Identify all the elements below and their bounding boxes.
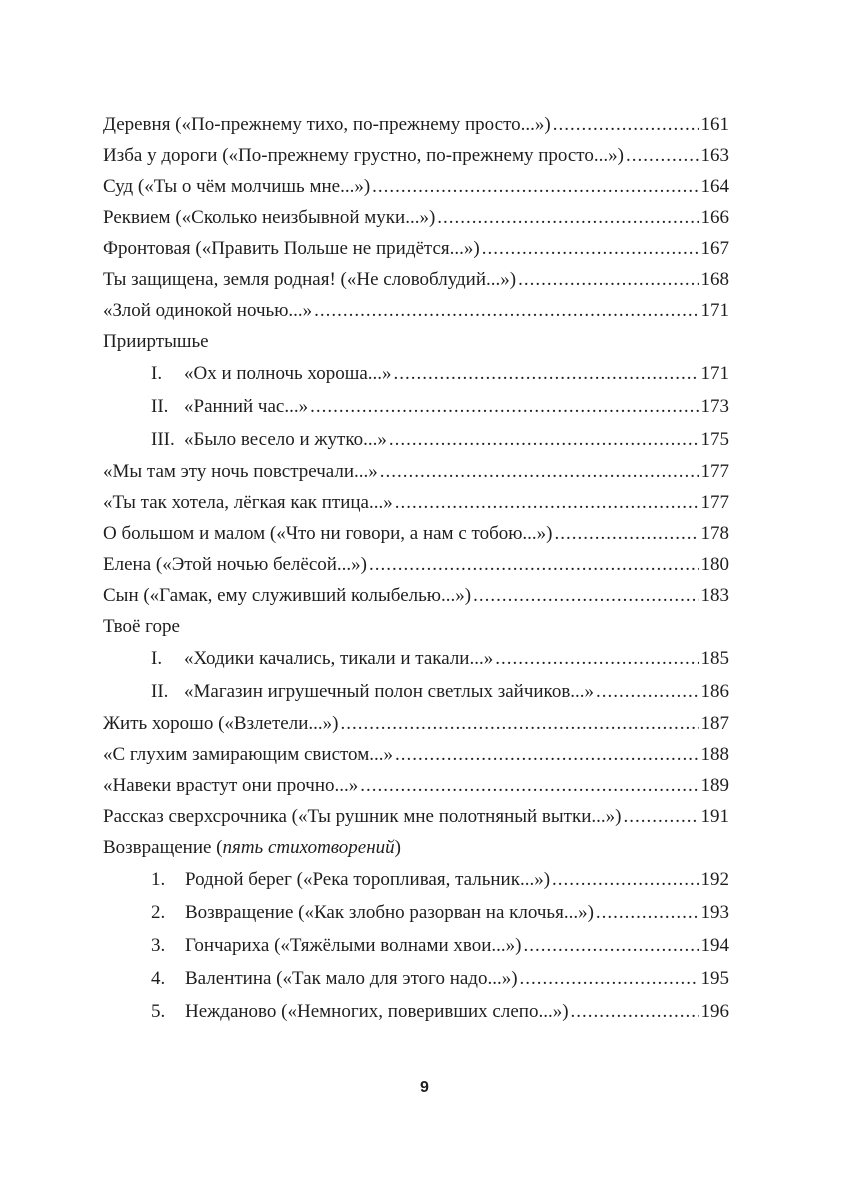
toc-entry — [103, 109, 729, 140]
entry-title: Валентина («Так мало для этого надо...») — [185, 968, 518, 989]
table-of-contents — [103, 109, 729, 1028]
toc-entry — [103, 140, 729, 171]
entry-marker: 4. — [151, 968, 166, 989]
toc-subentry — [103, 642, 729, 675]
entry-marker: II. — [151, 681, 169, 702]
toc-entry — [103, 295, 729, 326]
entry-page: 195 — [700, 968, 729, 989]
dot-leader — [553, 109, 699, 140]
entry-page: 187 — [700, 713, 729, 734]
entry-marker: 2. — [151, 902, 166, 923]
toc-entry — [103, 770, 729, 801]
entry-page: 191 — [700, 806, 729, 827]
toc-subentry — [103, 896, 729, 929]
entry-title: «Навеки врастут они прочно...» — [103, 775, 359, 796]
section-heading-italic: пять стихотворений — [222, 837, 395, 858]
entry-title: «Ох и полночь хороша...» — [184, 363, 392, 384]
page-number: 9 — [420, 1079, 429, 1096]
entry-page: 180 — [700, 554, 729, 575]
entry-title: Нежданово («Немногих, поверивших слепо...») — [185, 1001, 569, 1022]
entry-page: 183 — [700, 585, 729, 606]
entry-title: Ты защищена, земля родная! («Не словоблудий...») — [103, 269, 517, 290]
entry-page: 168 — [700, 269, 729, 290]
entry-title: Родной берег («Река торопливая, тальник...») — [185, 869, 551, 890]
dot-leader — [340, 708, 698, 739]
toc-entry — [103, 518, 729, 549]
section-heading-text: Возвращение ( — [103, 837, 223, 858]
entry-marker: I. — [151, 648, 163, 669]
dot-leader — [495, 642, 698, 675]
dot-leader — [482, 233, 699, 264]
entry-title: «Магазин игрушечный полон светлых зайчиков...» — [184, 681, 595, 702]
entry-title: Гончариха («Тяжёлыми волнами хвои...») — [185, 935, 522, 956]
dot-leader — [314, 295, 698, 326]
entry-title: О большом и малом («Что ни говори, а нам с тобою...») — [103, 523, 553, 544]
entry-marker: 3. — [151, 935, 166, 956]
entry-marker: I. — [151, 363, 163, 384]
toc-entry — [103, 233, 729, 264]
entry-marker: 1. — [151, 869, 166, 890]
entry-page: 163 — [700, 145, 729, 166]
entry-page: 164 — [700, 176, 729, 197]
entry-page: 173 — [700, 396, 729, 417]
entry-page: 171 — [700, 300, 729, 321]
entry-title: Жить хорошо («Взлетели...») — [103, 713, 339, 734]
toc-subentry — [103, 675, 729, 708]
section-heading: Твоё горе — [103, 616, 180, 637]
entry-page: 186 — [700, 681, 729, 702]
entry-title: «Было весело и жутко...» — [184, 429, 387, 450]
entry-title: Фронтовая («Править Польше не придётся...») — [103, 238, 480, 259]
entry-page: 167 — [700, 238, 729, 259]
toc-entry — [103, 801, 729, 832]
dot-leader — [571, 995, 699, 1028]
toc-subentry — [103, 863, 729, 896]
entry-page: 193 — [700, 902, 729, 923]
dot-leader — [596, 896, 699, 929]
toc-entry — [103, 456, 729, 487]
entry-title: Возвращение («Как злобно разорван на клочья...») — [185, 902, 594, 923]
toc-subentry — [103, 390, 729, 423]
entry-page: 188 — [700, 744, 729, 765]
entry-title: «Ранний час...» — [184, 396, 309, 417]
dot-leader — [626, 140, 699, 171]
entry-page: 178 — [700, 523, 729, 544]
entry-page: 171 — [700, 363, 729, 384]
entry-title: «Мы там эту ночь повстречали...» — [103, 461, 378, 482]
toc-subentry — [103, 929, 729, 962]
entry-marker: II. — [151, 396, 169, 417]
entry-title: Изба у дороги («По-прежнему грустно, по-прежнему просто...») — [103, 145, 624, 166]
dot-leader — [523, 929, 698, 962]
entry-page: 189 — [700, 775, 729, 796]
entry-page: 196 — [700, 1001, 729, 1022]
dot-leader — [555, 518, 699, 549]
entry-title: Сын («Гамак, ему служивший колыбелью...») — [103, 585, 472, 606]
section-heading-close: ) — [394, 837, 401, 858]
entry-title: Елена («Этой ночью белёсой...») — [103, 554, 367, 575]
entry-page: 177 — [700, 492, 729, 513]
toc-entry — [103, 549, 729, 580]
dot-leader — [518, 264, 698, 295]
dot-leader — [360, 770, 698, 801]
entry-title: Деревня («По-прежнему тихо, по-прежнему просто...») — [103, 114, 551, 135]
dot-leader — [369, 549, 699, 580]
dot-leader — [372, 171, 698, 202]
entry-page: 177 — [700, 461, 729, 482]
entry-page: 192 — [700, 869, 729, 890]
dot-leader — [395, 487, 699, 518]
section-heading: Прииртышье — [103, 331, 209, 352]
toc-entry — [103, 264, 729, 295]
entry-title: «Ты так хотела, лёгкая как птица...» — [103, 492, 393, 513]
toc-subentry — [103, 423, 729, 456]
dot-leader — [380, 456, 699, 487]
toc-entry — [103, 171, 729, 202]
dot-leader — [310, 390, 698, 423]
dot-leader — [520, 962, 699, 995]
dot-leader — [395, 739, 699, 770]
section-heading — [103, 832, 729, 863]
toc-entry — [103, 739, 729, 770]
toc-subentry — [103, 962, 729, 995]
toc-entry — [103, 708, 729, 739]
toc-entry — [103, 580, 729, 611]
entry-page: 185 — [700, 648, 729, 669]
dot-leader — [389, 423, 699, 456]
dot-leader — [437, 202, 698, 233]
dot-leader — [473, 580, 698, 611]
dot-leader — [623, 801, 698, 832]
entry-page: 161 — [700, 114, 729, 135]
entry-title: «Ходики качались, тикали и такали...» — [184, 648, 494, 669]
entry-title: «Злой одинокой ночью...» — [103, 300, 313, 321]
toc-entry — [103, 202, 729, 233]
entry-page: 194 — [700, 935, 729, 956]
entry-page: 166 — [700, 207, 729, 228]
entry-title: Рассказ сверхсрочника («Ты рушник мне полотняный вытки...») — [103, 806, 622, 827]
toc-subentry — [103, 357, 729, 390]
toc-subentry — [103, 995, 729, 1028]
toc-entry — [103, 487, 729, 518]
entry-marker: 5. — [151, 1001, 166, 1022]
dot-leader — [596, 675, 698, 708]
entry-title: Суд («Ты о чём молчишь мне...») — [103, 176, 371, 197]
dot-leader — [394, 357, 699, 390]
entry-title: Реквием («Сколько неизбывной муки...») — [103, 207, 436, 228]
dot-leader — [552, 863, 698, 896]
entry-page: 175 — [700, 429, 729, 450]
entry-marker: III. — [151, 429, 175, 450]
entry-title: «С глухим замирающим свистом...» — [103, 744, 393, 765]
